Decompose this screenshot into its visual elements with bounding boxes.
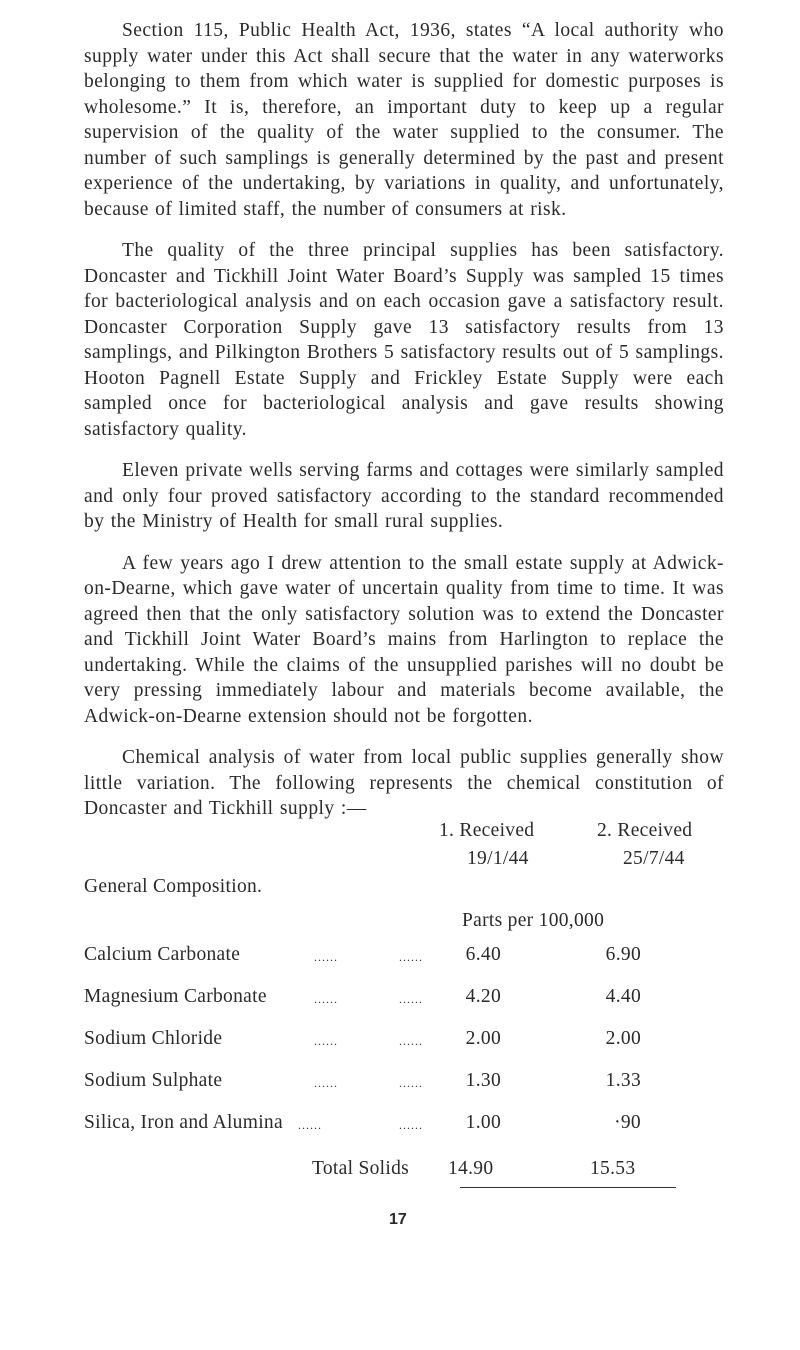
table-row bbox=[84, 1112, 724, 1138]
total-solids-received-1: 14.90 bbox=[448, 1158, 494, 1179]
paragraph-section-115: Section 115, Public Health Act, 1936, states “A local authority who supply water under this Act shall secure that the water in any waterworks belonging to them from which water is supplied for domestic purposes is wholesome.” It is, therefore, an important duty to keep up a regular supervision of the quality of the water supplied to the consumer. The number of such samplings is generally determined by the past and present experience of the undertaking, by variations in quality, and unfortunately, because of limited staff, the number of consumers at risk. bbox=[84, 20, 724, 220]
column-header-received-1: 1. Received bbox=[439, 820, 535, 841]
value-received-2: 6.90 bbox=[605, 944, 641, 965]
row-label: Magnesium Carbonate bbox=[84, 986, 267, 1007]
leader-dots: ...... bbox=[399, 1034, 423, 1048]
value-received-2: 1.33 bbox=[605, 1070, 641, 1091]
value-received-1: 2.00 bbox=[465, 1028, 501, 1049]
value-received-2: 2.00 bbox=[605, 1028, 641, 1049]
leader-dots: ...... bbox=[314, 1076, 338, 1090]
table-row bbox=[84, 944, 724, 970]
value-received-1: 6.40 bbox=[465, 944, 501, 965]
leader-dots: ...... bbox=[298, 1118, 322, 1132]
total-underline bbox=[460, 1187, 676, 1188]
table-row bbox=[84, 1070, 724, 1096]
leader-dots: ...... bbox=[314, 1034, 338, 1048]
value-received-2: 4.40 bbox=[605, 986, 641, 1007]
leader-dots: ...... bbox=[399, 1118, 423, 1132]
row-label: Calcium Carbonate bbox=[84, 944, 241, 965]
document-body bbox=[84, 18, 724, 838]
column-header-received-2: 2. Received bbox=[597, 820, 693, 841]
paragraph-chemical-analysis: Chemical analysis of water from local public supplies generally show little variation. The following represents the chemical constitution of Doncaster and Tickhill supply :— bbox=[84, 747, 724, 819]
paragraph-private-wells: Eleven private wells serving farms and cottages were similarly sampled and only four proved satisfactory according to the standard recommended by the Ministry of Health for small rural supplies. bbox=[84, 460, 724, 532]
page-number: 17 bbox=[389, 1211, 407, 1228]
column-date-1: 19/1/44 bbox=[467, 848, 529, 869]
row-label: Sodium Chloride bbox=[84, 1028, 223, 1049]
leader-dots: ...... bbox=[314, 992, 338, 1006]
total-solids-label: Total Solids bbox=[312, 1158, 410, 1179]
value-received-1: 1.00 bbox=[465, 1112, 501, 1133]
row-label: Sodium Sulphate bbox=[84, 1070, 223, 1091]
total-solids-received-2: 15.53 bbox=[590, 1158, 636, 1179]
leader-dots: ...... bbox=[399, 992, 423, 1006]
value-received-1: 1.30 bbox=[465, 1070, 501, 1091]
units-label: Parts per 100,000 bbox=[462, 910, 605, 931]
table-row bbox=[84, 1028, 724, 1054]
leader-dots: ...... bbox=[314, 950, 338, 964]
row-label: Silica, Iron and Alumina bbox=[84, 1112, 283, 1133]
value-received-1: 4.20 bbox=[465, 986, 501, 1007]
leader-dots: ...... bbox=[399, 950, 423, 964]
table-row bbox=[84, 986, 724, 1012]
paragraph-principal-supplies: The quality of the three principal supplies has been satisfactory. Doncaster and Tickhill Joint Water Board’s Supply was sampled 15 times for bacteriological analysis and on each occasion gave a satisfactory result. Doncaster Corporation Supply gave 13 satisfactory results from 13 samplings, and Pilkington Brothers 5 satisfactory results out of 5 samplings. Hooton Pagnell Estate Supply and Frickley Estate Supply were each sampled once for bacteriological analysis and gave results showing satisfactory quality. bbox=[84, 240, 724, 440]
value-received-2: ·90 bbox=[614, 1112, 641, 1133]
section-label: General Composition. bbox=[84, 876, 263, 897]
chemical-composition-table bbox=[84, 820, 724, 1200]
column-date-2: 25/7/44 bbox=[623, 848, 685, 869]
leader-dots: ...... bbox=[399, 1076, 423, 1090]
paragraph-adwick-supply: A few years ago I drew attention to the small estate supply at Adwick-on-Dearne, which gave water of uncertain quality from time to time. It was agreed then that the only satisfactory solution was to extend the Doncaster and Tickhill Joint Water Board’s mains from Harlington to replace the undertaking. While the claims of the unsupplied parishes will no doubt be very pressing immediately labour and materials become available, the Adwick-on-Dearne extension should not be forgotten. bbox=[84, 552, 724, 727]
